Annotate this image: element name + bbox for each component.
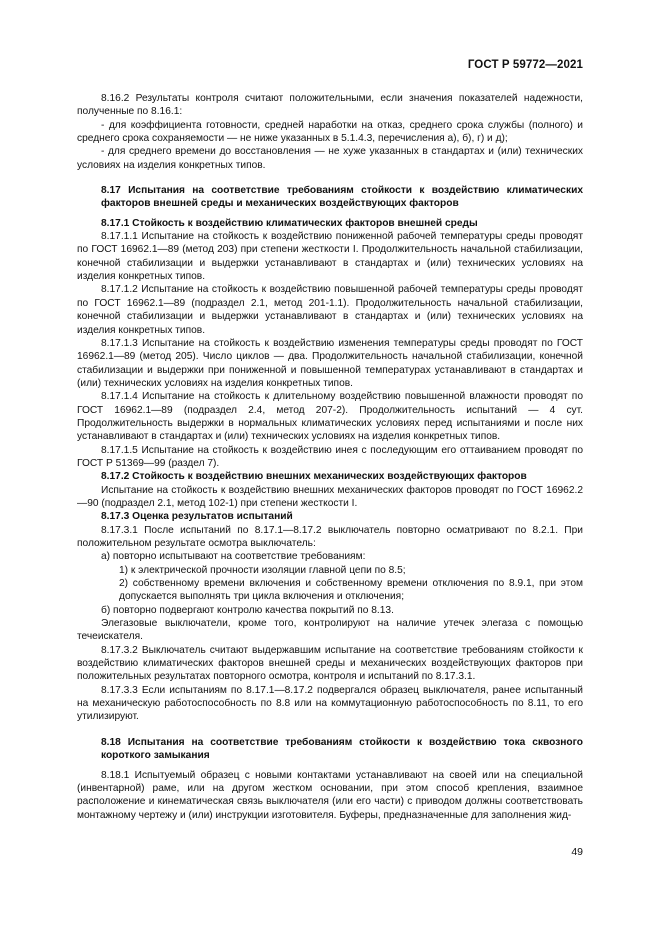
section-heading-8-18: 8.18 Испытания на соответствие требованиям стойкости к воздействию тока сквозного короткого замыкания <box>101 736 583 762</box>
paragraph-8-17-1-3: 8.17.1.3 Испытание на стойкость к воздействию изменения температуры среды проводят по ГОСТ 16962.1—89 (метод 205). Число циклов — два. Продолжительность начальной стабилизации, конечной стабилизации и выдержки при пониженной и повышенной температурах устанавливают в стандартах и (или) технических условиях на изделия конкретных типов. <box>77 337 583 389</box>
list-item-a: а) повторно испытывают на соответствие требованиям: <box>101 551 366 563</box>
paragraph-8-17-3-3: 8.17.3.3 Если испытаниям по 8.17.1—8.17.2 подвергался образец выключателя, ранее испытанный на механическую работоспособность по 8.8 или на коммутационную работоспособность по 8.11, то его утилизируют. <box>77 684 583 723</box>
list-item-a-1: 1) к электрической прочности изоляции главной цепи по 8.5; <box>119 564 406 576</box>
paragraph-8-17-3-1: 8.17.3.1 После испытаний по 8.17.1—8.17.2 выключатель повторно осматривают по 8.2.1. При положительном результате осмотра выключатель: <box>77 524 583 549</box>
subsection-heading-8-17-2: 8.17.2 Стойкость к воздействию внешних механических воздействующих факторов <box>101 471 527 483</box>
paragraph-8-17-1-2: 8.17.1.2 Испытание на стойкость к воздействию повышенной рабочей температуры среды проводят по ГОСТ 16962.1—89 (подраздел 2.1, метод 201-1.1). Продолжительность начальной стабилизации, конечной стабилизации и выдержки устанавливают в стандартах и (или) технических условиях на изделия конкретных типов. <box>77 284 583 336</box>
subsection-heading-8-17-3: 8.17.3 Оценка результатов испытаний <box>101 511 293 523</box>
paragraph-8-18-1: 8.18.1 Испытуемый образец с новыми контактами устанавливают на своей или на специальной (инвентарной) раме, или на другом жестком основании, при этом способ крепления, взаимное расположение и кинематическая связь выключателя (или его части) с приводом должны соответствовать монтажному чертежу и (или) инструкции изготовителя. Буферы, предназначенные для заполнения жид- <box>77 769 583 821</box>
standard-designation: ГОСТ Р 59772—2021 <box>467 59 583 71</box>
list-item-availability: - для коэффициента готовности, средней наработки на отказ, среднего срока службы (полного) и среднего срока сохраняемости — не ниже указанных в 5.1.4.3, перечисления а), б), г) и д); <box>77 119 583 145</box>
paragraph-8-17-1-1: 8.17.1.1 Испытание на стойкость к воздействию пониженной рабочей температуры среды проводят по ГОСТ 16962.1—89 (метод 203) при степени жесткости I. Продолжительность начальной стабилизации, конечной стабилизации и выдержки устанавливают в стандартах и (или) технических условиях на изделия конкретных типов. <box>77 231 583 283</box>
paragraph-8-17-3-2: 8.17.3.2 Выключатель считают выдержавшим испытание на соответствие требованиям стойкости к воздействию климатических факторов внешней среды и механических воздействующих факторов при положительных результатах повторного осмотра, контроля и испытаний по 8.17.3.1. <box>77 644 583 683</box>
subsection-heading-8-17-1: 8.17.1 Стойкость к воздействию климатических факторов внешней среды <box>101 217 478 229</box>
paragraph-8-17-1-5: 8.17.1.5 Испытание на стойкость к воздействию инея с последующим его оттаиванием проводят по ГОСТ Р 51369—99 (раздел 7). <box>77 444 583 469</box>
document-body <box>77 92 583 822</box>
page-number: 49 <box>571 846 583 858</box>
list-item-b: б) повторно подвергают контролю качества покрытий по 8.13. <box>101 604 394 616</box>
section-heading-8-17: 8.17 Испытания на соответствие требованиям стойкости к воздействию климатических факторов внешней среды и механических воздействующих факторов <box>101 185 583 210</box>
paragraph-8-17-1-4: 8.17.1.4 Испытание на стойкость к длительному воздействию повышенной влажности проводят по ГОСТ 16962.1—89 (подраздел 2.4, метод 207-2). Продолжительность испытаний — 4 сут. Продолжительность выдержки в нормальных климатических условиях перед испытаниями и после них устанавливают в стандартах и (или) технических условиях на изделия конкретных типов. <box>77 391 583 443</box>
list-item-a-2: 2) собственному времени включения и собственному времени отключения по 8.9.1, при этом допускается выполнять три цикла включения и отключения; <box>119 578 583 603</box>
paragraph-8-16-2: 8.16.2 Результаты контроля считают положительными, если значения показателей надежности, полученные по 8.16.1: <box>77 93 583 118</box>
paragraph-8-17-2: Испытание на стойкость к воздействию внешних механических факторов проводят по ГОСТ 16962.2—90 (подраздел 2.1, метод 102-1) при степени жесткости I. <box>77 484 583 509</box>
list-item-recovery-time: - для среднего времени до восстановления — не хуже указанных в стандартах и (или) технических условиях на изделия конкретных типов. <box>77 146 583 171</box>
paragraph-sf6-breakers: Элегазовые выключатели, кроме того, контролируют на наличие утечек элегаза с помощью течеискателя. <box>77 618 583 643</box>
